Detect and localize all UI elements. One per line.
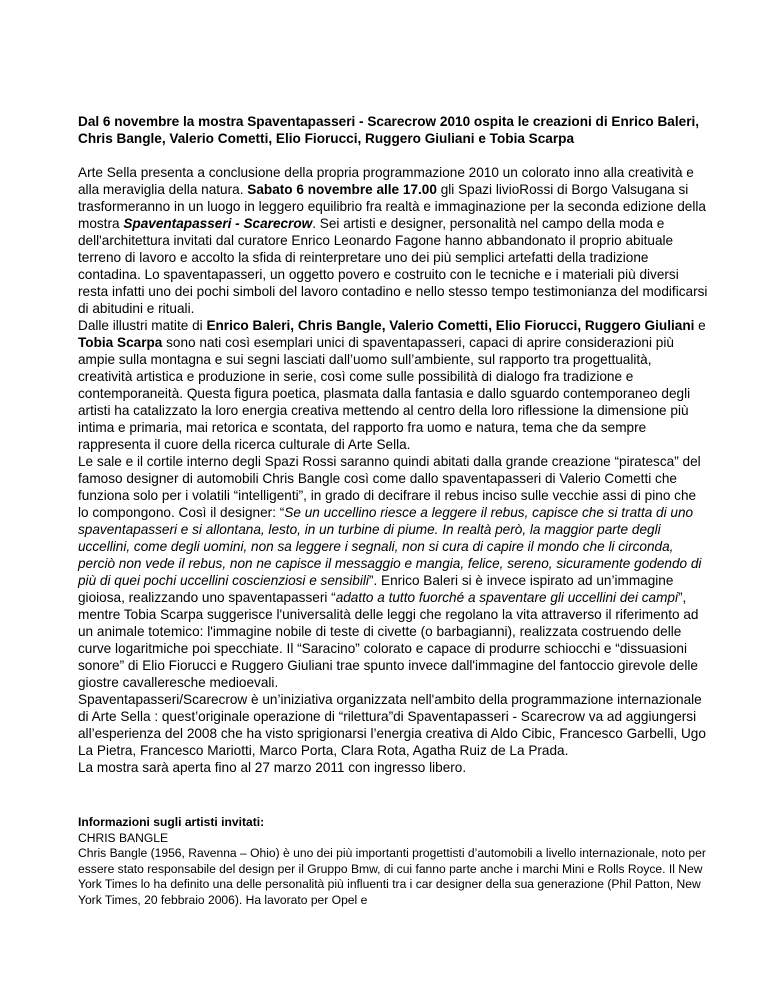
text-run: gli Spazi livioRossi di Borgo Valsugana si trasformeranno in un luogo in leggero equilibrio fra realtà e immaginazione per la seconda edizione della mostra bbox=[78, 182, 706, 231]
artist-name-scarpa: Tobia Scarpa bbox=[78, 335, 163, 350]
text-run: Arte Sella presenta a conclusione della propria programmazione 2010 un colorato inno alla creatività e alla meraviglia della natura. bbox=[78, 165, 694, 197]
quote-cometti: Se un uccellino riesce a leggere il rebus, capisce che si tratta di uno spaventapasseri e si allontana, lesto, in un turbine di piume. In realtà però, la maggior parte degli uccellini, come degli uomini, non sa leggere i segnali, non si cura di capire il mondo che li circonda, perciò non vede il rebus, non ne capisce il messaggio e mangia, felice, sereno, sicuramente godendo di più di quei pochi uccellini coscienziosi e sensibili bbox=[78, 505, 702, 588]
quote-baleri: adatto a tutto fuorché a spaventare gli uccellini dei campi bbox=[335, 590, 679, 605]
info-heading: Informazioni sugli artisti invitati: bbox=[78, 815, 265, 829]
exhibition-title-text: Spaventapasseri - Scarecrow bbox=[123, 216, 313, 231]
article-body bbox=[78, 164, 708, 776]
artist-bio: Chris Bangle (1956, Ravenna – Ohio) è uno dei più importanti progettisti d’automobili a livello internazionale, noto per essere stato responsabile del design per il Gruppo Bmw, di cui fanno parte anche i marchi Mini e Rolls Royce. Il New York Times lo ha definito una delle personalità più influenti tra i car designer della sua generazione (Phil Patton, New York Times, 20 febbraio 2006). Ha lavorato per Opel e bbox=[78, 846, 706, 907]
text-run: Dalle illustri matite di bbox=[78, 318, 207, 333]
text-run: ”, mentre Tobia Scarpa suggerisce l'universalità delle leggi che regolano la vita attraverso il riferimento ad un animale totemico: l'immagine nobile di teste di civette (o barbagianni), realizzata costruendo delle curve logaritmiche poi specchiate. Il “Saracino” colorato e capace di produrre schiocchi e “dissuasioni sonore” di Elio Fiorucci e Ruggero Giuliani trae spunto invece dall'immagine del fantoccio girevole delle giostre cavalleresche medioevali. bbox=[78, 590, 699, 690]
paragraph-opening: La mostra sarà aperta fino al 27 marzo 2011 con ingresso libero. bbox=[78, 760, 467, 775]
artist-names: Enrico Baleri, Chris Bangle, Valerio Cometti, Elio Fiorucci, Ruggero Giuliani bbox=[206, 318, 695, 333]
text-run: ”. Enrico Baleri si è invece ispirato ad un’immagine gioiosa, realizzando uno spaventapasseri “ bbox=[78, 573, 674, 605]
paragraph-intro bbox=[78, 164, 708, 317]
event-date: Sabato 6 novembre alle 17.00 bbox=[247, 182, 437, 197]
text-run: e bbox=[694, 318, 706, 333]
headline: Dal 6 novembre la mostra Spaventapasseri - Scarecrow 2010 ospita le creazioni di Enrico Baleri, Chris Bangle, Valerio Cometti, Elio Fiorucci, Ruggero Giuliani e Tobia Scarpa bbox=[78, 114, 700, 146]
text-run: Le sale e il cortile interno degli Spazi Rossi saranno quindi abitati dalla grande creazione “piratesca” del famoso designer di automobili Chris Bangle così come dallo spaventapasseri di Valerio Cometti che funziona solo per i volatili “intelligenti”, in grado di decifrare il rebus inciso sulle vecchie assi di pino che lo compongono. Così il designer: “ bbox=[78, 454, 701, 520]
text-run: . Sei artisti e designer, personalità nel campo della moda e dell'architettura invitati dal curatore Enrico Leonardo Fagone hanno abbandonato il proprio abituale terreno di lavoro e accolto la sfida di reinterpretare uno dei più semplici artefatti della tradizione contadina. Lo spaventapasseri, un oggetto povero e costruito con le tecniche e i materiali più diversi resta infatti uno dei pochi simboli del lavoro contadino e nello stesso tempo testimonianza del modificarsi di abitudini e rituali. bbox=[78, 216, 708, 316]
paragraph-artists bbox=[78, 317, 708, 453]
artist-name: CHRIS BANGLE bbox=[78, 830, 169, 845]
text-run: sono nati così esemplari unici di spaventapasseri, capaci di aprire considerazioni più ampie sulla montagna e sui segni lasciati dall’uomo sull’ambiente, sul rapporto tra progettualità, creatività artistica e produzione in serie, così come sulle possibilità di dialogo fra tradizione e contemporaneità. Questa figura poetica, plasmata dalla fantasia e dallo sguardo contemporaneo degli artisti ha catalizzato la loro energia creativa mettendo al centro della loro riflessione la dimensione più intima e primaria, mai retorica e scontata, del rapporto fra uomo e natura, tema che da sempre rappresenta il cuore della ricerca culturale di Arte Sella. bbox=[78, 335, 691, 452]
paragraph-works bbox=[78, 453, 708, 691]
paragraph-initiative: Spaventapasseri/Scarecrow è un’iniziativa organizzata nell'ambito della programmazione internazionale di Arte Sella : quest’originale operazione di “rilettura”di Spaventapasseri - Scarecrow va ad aggiungersi all’esperienza del 2008 che ha visto sprigionarsi l’energia creativa di Aldo Cibic, Francesco Garbelli, Ugo La Pietra, Francesco Mariotti, Marco Porta, Clara Rota, Agatha Ruiz de La Prada. bbox=[78, 692, 706, 758]
press-release bbox=[78, 113, 708, 776]
exhibition-title bbox=[123, 216, 312, 231]
artist-info-section bbox=[78, 815, 708, 908]
